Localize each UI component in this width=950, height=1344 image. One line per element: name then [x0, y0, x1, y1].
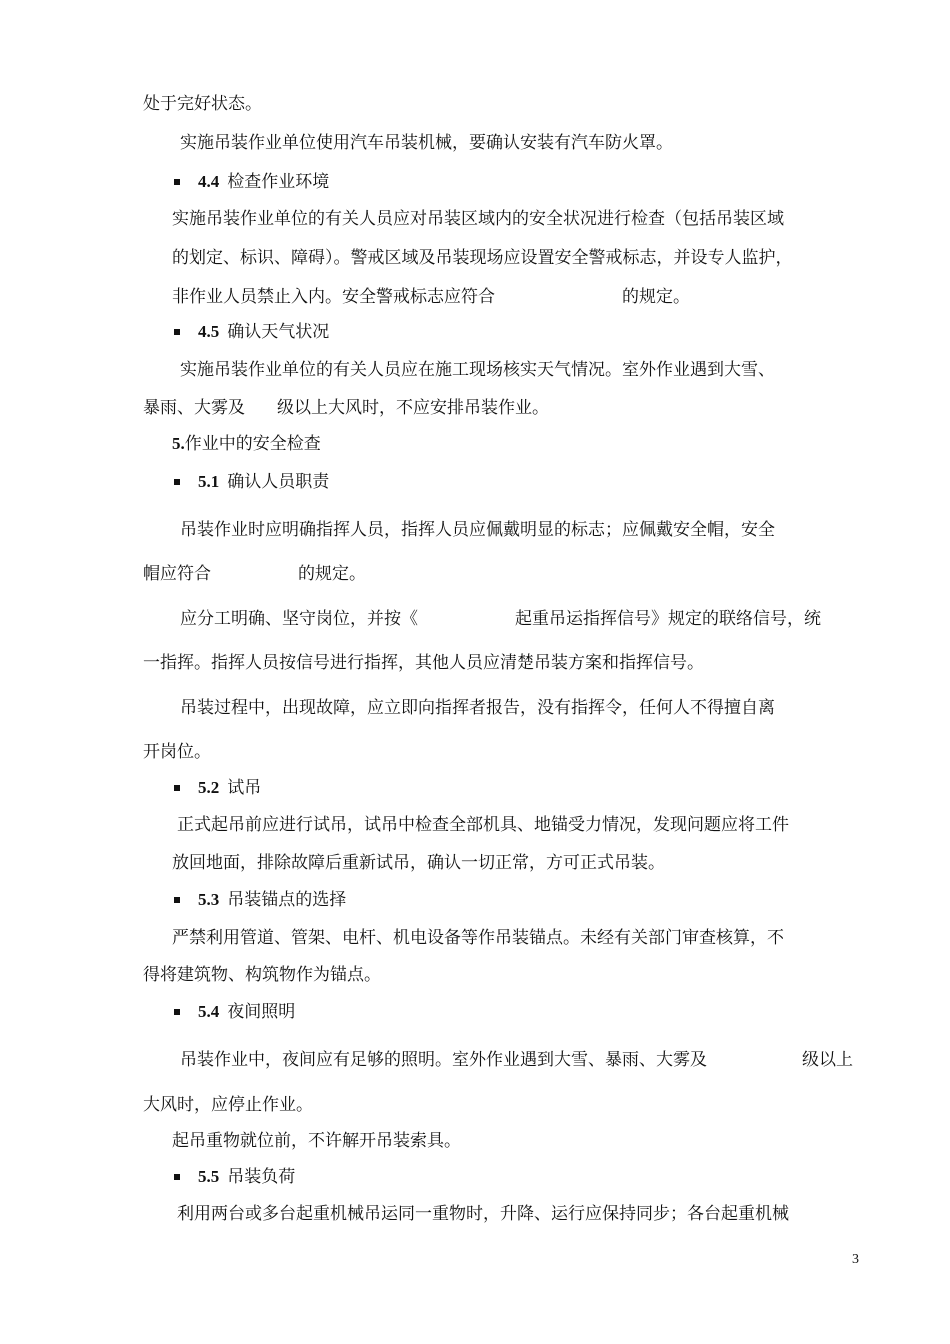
text-line: 的规定。 [298, 564, 366, 584]
text-line: 帽应符合 [143, 564, 211, 584]
text-line: 吊装过程中，出现故障，应立即向指挥者报告，没有指挥令，任何人不得擅自离 [180, 698, 775, 718]
bullet-icon [174, 479, 180, 485]
section-heading [198, 1000, 295, 1024]
section-title: 确认天气状况 [227, 322, 330, 342]
text-line: 的划定、标识、障碍）。警戒区域及吊装现场应设置安全警戒标志，并设专人监护， [172, 248, 793, 268]
text-line: 实施吊装作业单位的有关人员应在施工现场核实天气情况。室外作业遇到大雪、 [180, 360, 775, 380]
section-title: 夜间照明 [227, 1002, 296, 1022]
bullet-icon [174, 785, 180, 791]
text-line: 吊装作业中，夜间应有足够的照明。室外作业遇到大雪、暴雨、大雾及 [180, 1050, 707, 1070]
section-title: 确认人员职责 [227, 472, 330, 492]
section-number: 4.4 [198, 172, 220, 191]
bullet-icon [174, 179, 180, 185]
text-line: 吊装作业时应明确指挥人员，指挥人员应佩戴明显的标志；应佩戴安全帽，安全 [180, 520, 775, 540]
bullet-icon [174, 1174, 180, 1180]
text-line: 一指挥。指挥人员按信号进行指挥，其他人员应清楚吊装方案和指挥信号。 [143, 653, 704, 673]
chapter-number: 5. [172, 434, 185, 453]
section-title: 检查作业环境 [227, 172, 330, 192]
section-heading [198, 888, 346, 912]
section-number: 5.1 [198, 472, 220, 491]
text-line: 得将建筑物、构筑物作为锚点。 [143, 965, 381, 985]
section-title: 吊装负荷 [227, 1167, 296, 1187]
text-line: 级以上 [802, 1050, 853, 1070]
text-line: 级以上大风时，不应安排吊装作业。 [277, 398, 549, 418]
bullet-icon [174, 897, 180, 903]
section-heading [198, 776, 261, 800]
text-line: 大风时，应停止作业。 [143, 1095, 313, 1115]
text-line: 起重吊运指挥信号》规定的联络信号，统 [515, 609, 821, 629]
text-line: 利用两台或多台起重机械吊运同一重物时，升降、运行应保持同步；各台起重机械 [177, 1204, 789, 1224]
text-line: 非作业人员禁止入内。安全警戒标志应符合 [172, 287, 495, 307]
text-line: 应分工明确、坚守岗位，并按《 [180, 609, 418, 629]
text-line: 实施吊装作业单位的有关人员应对吊装区域内的安全状况进行检查（包括吊装区域 [172, 209, 784, 229]
text-line: 实施吊装作业单位使用汽车吊装机械，要确认安装有汽车防火罩。 [180, 133, 673, 153]
bullet-icon [174, 329, 180, 335]
section-title: 试吊 [227, 778, 262, 798]
section-heading [198, 170, 329, 194]
text-line: 严禁利用管道、管架、电杆、机电设备等作吊装锚点。未经有关部门审查核算，不 [172, 928, 784, 948]
chapter-heading [172, 432, 321, 456]
section-heading [198, 470, 329, 494]
text-line: 暴雨、大雾及 [143, 398, 245, 418]
section-number: 5.3 [198, 890, 220, 909]
section-number: 5.5 [198, 1167, 220, 1186]
section-number: 5.4 [198, 1002, 220, 1021]
chapter-title: 作业中的安全检查 [184, 434, 321, 454]
text-line: 正式起吊前应进行试吊，试吊中检查全部机具、地锚受力情况，发现问题应将工件 [177, 815, 789, 835]
section-heading [198, 1165, 295, 1189]
text-line: 起吊重物就位前，不许解开吊装索具。 [172, 1131, 461, 1151]
section-number: 4.5 [198, 322, 220, 341]
page-number: 3 [852, 1252, 859, 1267]
section-title: 吊装锚点的选择 [227, 890, 347, 910]
text-line: 的规定。 [622, 287, 690, 307]
section-heading [198, 320, 329, 344]
text-line: 放回地面，排除故障后重新试吊，确认一切正常，方可正式吊装。 [172, 853, 665, 873]
text-line: 处于完好状态。 [143, 94, 262, 114]
bullet-icon [174, 1009, 180, 1015]
section-number: 5.2 [198, 778, 220, 797]
text-line: 开岗位。 [143, 742, 211, 762]
